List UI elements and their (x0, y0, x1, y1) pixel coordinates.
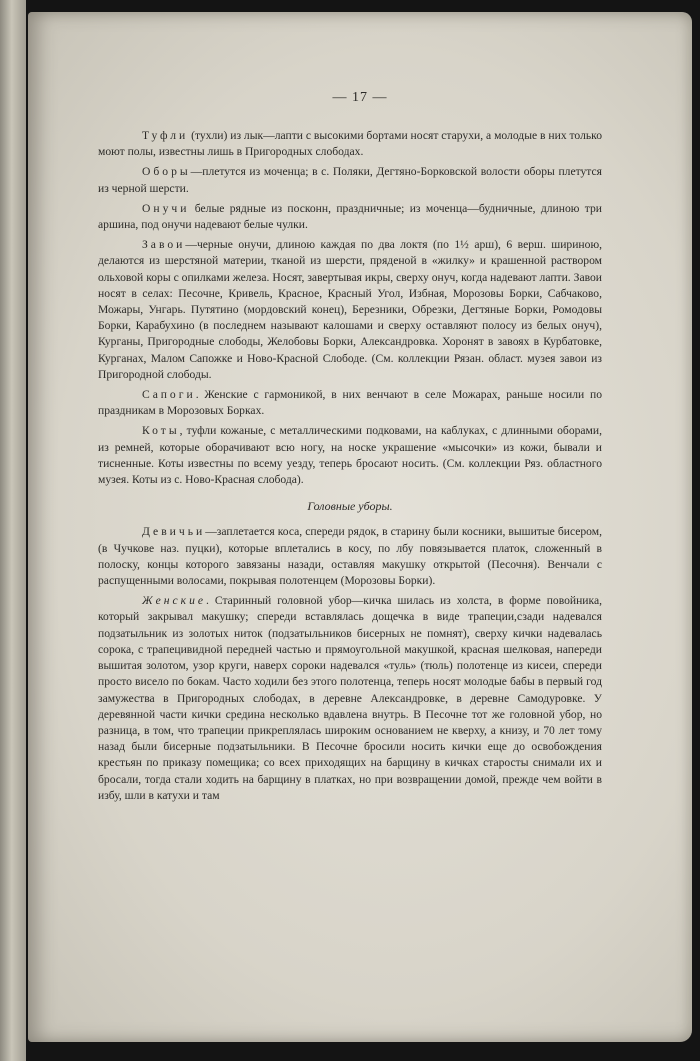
paragraph-tufli (98, 128, 602, 160)
term: Туфли (142, 129, 189, 142)
paragraph-text: . Женские с гармоникой, в них венчают в селе Можарах, раньше носили по праздникам в Морозовых Борках. (98, 388, 602, 418)
book-page (28, 12, 692, 1042)
paragraph-text: —заплетается коса, спереди рядок, в старину были косники, вышитые бисером, (в Чучкове наз. пуцки), которые вплетались в косу, по лбу повязывается платок, сложенный в полоску, концы которого завязаны назади, оставляя макушку открытой (Песочня). Венчали с распущенными волосами, покрывая полотенцем (Морозовы Борки). (98, 525, 602, 588)
paragraph-text: , туфли кожаные, с металлическими подковами, на каблуках, с длинными оборами, из ремней, которые оборачивают всю ногу, на носке украшение «мысочки» из кожи, бывали и тисненные. Коты известны по всему уезду, теперь бросают носить. (См. коллекции Ряз. областного музея. Коты из с. Ново-Красная слобода). (98, 424, 602, 487)
paragraph-onuchi (98, 201, 602, 233)
paragraph-text: . Старинный головной убор—кичка шилась из холста, в форме повойника, который закрывал макушку; спереди вставлялась дощечка в виде трапеции,сзади надевался подзатыльник из золотых ниток (подзатыльников бисерных не помнят), сверху кички надевалась сорока, с трапецивидной передней частью и прямоугольной макушкой, красная шелковая, напереди вышитая золотом, узор круги, наверх сороки надевался «туль» (тюль) полотенце из кисеи, спереди просто висело по бокам. Часто ходили без этого полотенца, теперь носят молодые бабы в первый год замужества в Пригородных слободах, в деревне Александровке, в деревне Самодуровке. У деревянной части кички средина несколько вдавлена внутрь. В Песочне тот же головной убор, но разница, в том, что трапеции прикреплялась широким основанием не кверху, а книзу, и 70 лет тому назад были бисерные подзатыльники. В Песочне бросили носить кички еще до освобождения крестьян по приказу помещика; со всех приходящих на барщину в кичках старосты снимали их и бросали, тогда стали ходить на барщину в платках, но при возвращении домой, прежде чем войти в избу, шли в катухи и там (98, 594, 602, 802)
term: Женские (142, 594, 207, 608)
paragraph-sapogi (98, 387, 602, 419)
term: Завои (142, 238, 186, 252)
page-number: — 17 — (332, 90, 388, 105)
paragraph-text: (тухли) из лык—лапти с высокими бортами носят старухи, а молодые в них только моют полы, известны лишь в Пригородных слободах. (98, 129, 602, 159)
term: Девичьи (142, 525, 206, 539)
term: Онучи (142, 201, 190, 215)
paragraph-devichi (98, 524, 602, 589)
paragraph-zhenskie (98, 593, 602, 804)
paragraph-text: белые рядные из посконн, праздничные; из моченца—будничные, длиною три аршина, под онучи надевают белые чулки. (98, 201, 602, 232)
adjacent-page-edge (0, 0, 26, 1061)
section-heading: Головные уборы. (307, 499, 393, 514)
paragraph-text: —черные онучи, длиною каждая по два локтя (по 1½ арш), 6 верш. шириною, делаются из шерстяной материи, тканой из шерсти, пряденой в «жилку» и крашенной раствором ольховой коры с опилками железа. Носят, завертывая икры, сверху онуч, когда надевают лапти. Завои носят в селах: Песочне, Кривель, Красное, Красный Угол, Избная, Морозовы Борки, Сабчаково, Можары, Унгарь. Путятино (мордовский конец), Березники, Обрезки, Дегтяные Борки, Ромодовы Борки, Карабухино (в последнем называют калошами и сверху оставляют полосу из белых онуч), Курганы, Пригородные слободы, Желобовы Борки, Александровка. Хоронят в завоях в Курбатовке, Курганах, Малом Сапожке и Ново-Красной Слободе. (См. коллекции Рязан. област. музея завои из Пригородной слободы. (98, 238, 602, 381)
paragraph-obory (98, 164, 602, 196)
term: Коты (142, 424, 180, 438)
term: Сапоги (142, 388, 196, 402)
paragraph-text: —плетутся из моченца; в с. Поляки, Дегтяно-Борковской волости оборы плетутся из черной шерсти. (98, 165, 602, 195)
page-body (98, 128, 602, 808)
term: Оборы (142, 165, 191, 179)
paragraph-zavoi (98, 237, 602, 383)
paragraph-koty (98, 423, 602, 488)
